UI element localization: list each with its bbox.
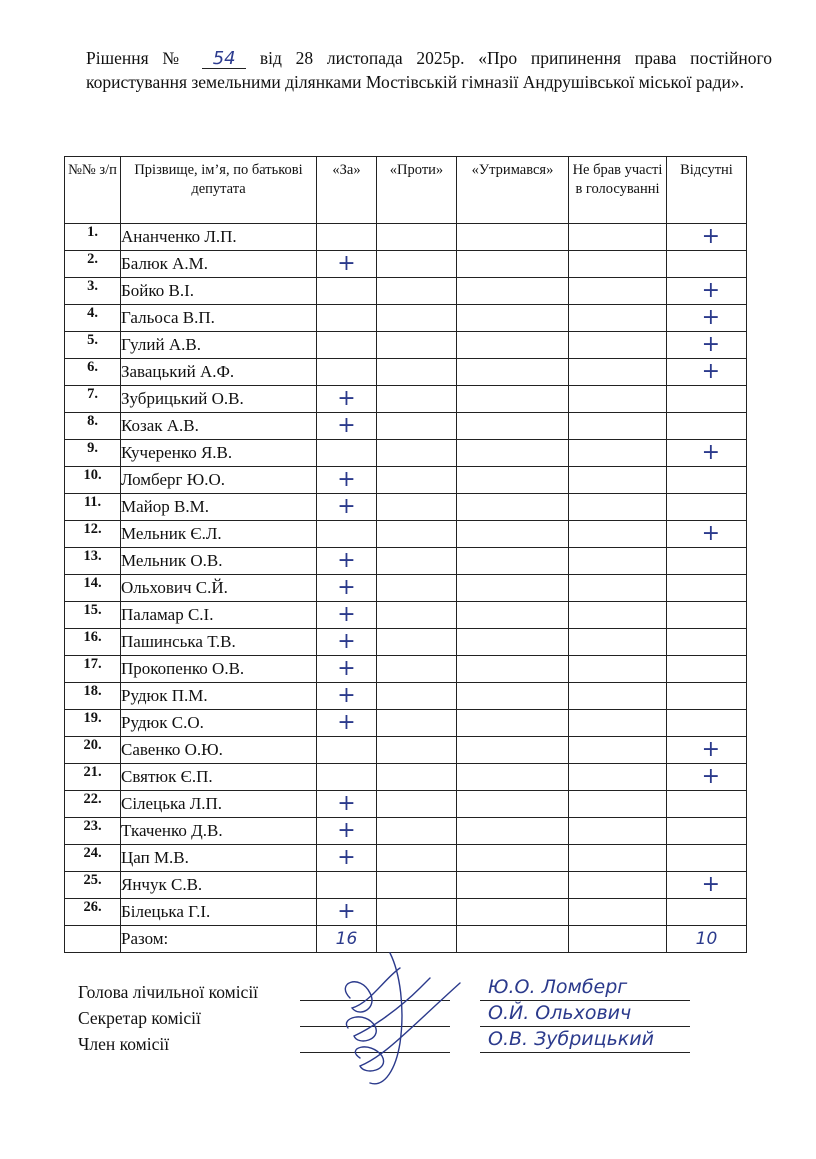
empty-cell bbox=[457, 737, 569, 764]
row-number: 13. bbox=[65, 548, 121, 575]
empty-cell bbox=[457, 575, 569, 602]
empty-cell bbox=[569, 683, 667, 710]
empty-cell bbox=[667, 818, 747, 845]
vote-mark-for: + bbox=[317, 656, 377, 683]
table-row bbox=[65, 548, 747, 575]
row-number: 26. bbox=[65, 899, 121, 926]
col-against-header: «Проти» bbox=[377, 157, 457, 224]
empty-cell bbox=[569, 845, 667, 872]
table-row bbox=[65, 602, 747, 629]
deputy-name: Мельник О.В. bbox=[121, 548, 317, 575]
empty-cell bbox=[457, 413, 569, 440]
vote-mark-absent: + bbox=[667, 872, 747, 899]
vote-mark-absent: + bbox=[667, 359, 747, 386]
row-number: 6. bbox=[65, 359, 121, 386]
table-row bbox=[65, 305, 747, 332]
empty-cell bbox=[569, 413, 667, 440]
empty-cell bbox=[317, 278, 377, 305]
row-number: 4. bbox=[65, 305, 121, 332]
signature-name: О.В. Зубрицький bbox=[488, 1028, 654, 1050]
table-row bbox=[65, 251, 747, 278]
deputy-name: Рудюк П.М. bbox=[121, 683, 317, 710]
table-row bbox=[65, 872, 747, 899]
vote-mark-for: + bbox=[317, 845, 377, 872]
empty-cell bbox=[317, 764, 377, 791]
empty-cell bbox=[457, 494, 569, 521]
table-row bbox=[65, 845, 747, 872]
table-row bbox=[65, 791, 747, 818]
vote-mark-for: + bbox=[317, 629, 377, 656]
col-for-header: «За» bbox=[317, 157, 377, 224]
empty-cell bbox=[457, 818, 569, 845]
deputy-name: Цап М.В. bbox=[121, 845, 317, 872]
table-row bbox=[65, 710, 747, 737]
empty-cell bbox=[377, 602, 457, 629]
empty-cell bbox=[377, 386, 457, 413]
empty-cell bbox=[569, 818, 667, 845]
vote-mark-for: + bbox=[317, 602, 377, 629]
empty-cell bbox=[457, 710, 569, 737]
empty-cell bbox=[569, 467, 667, 494]
decision-number: 54 bbox=[202, 50, 246, 69]
empty-cell bbox=[317, 872, 377, 899]
deputy-name: Прокопенко О.В. bbox=[121, 656, 317, 683]
vote-mark-for: + bbox=[317, 494, 377, 521]
empty-cell bbox=[569, 251, 667, 278]
empty-cell bbox=[457, 683, 569, 710]
empty-cell bbox=[457, 359, 569, 386]
empty-cell bbox=[377, 359, 457, 386]
empty-cell bbox=[569, 548, 667, 575]
empty-cell bbox=[569, 791, 667, 818]
empty-cell bbox=[667, 899, 747, 926]
empty-cell bbox=[457, 656, 569, 683]
empty-cell bbox=[377, 791, 457, 818]
empty-cell bbox=[457, 224, 569, 251]
vote-mark-absent: + bbox=[667, 737, 747, 764]
row-number: 11. bbox=[65, 494, 121, 521]
empty-cell bbox=[457, 872, 569, 899]
row-number: 21. bbox=[65, 764, 121, 791]
decision-subject: «Про припинення права постійного користування земельними ділянками Мостівській гімназії Андрушівської міської ради». bbox=[86, 48, 772, 92]
vote-mark-absent: + bbox=[667, 332, 747, 359]
empty-cell bbox=[667, 494, 747, 521]
empty-cell bbox=[457, 278, 569, 305]
signature-role: Член комісії bbox=[78, 1034, 170, 1054]
deputy-name: Гальоса В.П. bbox=[121, 305, 317, 332]
deputy-name: Ткаченко Д.В. bbox=[121, 818, 317, 845]
deputy-name: Зубрицький О.В. bbox=[121, 386, 317, 413]
empty-cell bbox=[457, 521, 569, 548]
row-number: 17. bbox=[65, 656, 121, 683]
empty-cell bbox=[569, 602, 667, 629]
empty-cell bbox=[457, 791, 569, 818]
table-row bbox=[65, 656, 747, 683]
row-number: 25. bbox=[65, 872, 121, 899]
col-absent-header: Відсутні bbox=[667, 157, 747, 224]
table-row bbox=[65, 575, 747, 602]
deputy-name: Ольхович С.Й. bbox=[121, 575, 317, 602]
empty-cell bbox=[457, 467, 569, 494]
empty-cell bbox=[569, 629, 667, 656]
empty-cell bbox=[377, 683, 457, 710]
empty-cell bbox=[667, 629, 747, 656]
empty-cell bbox=[569, 575, 667, 602]
deputy-name: Балюк А.М. bbox=[121, 251, 317, 278]
empty-cell bbox=[377, 575, 457, 602]
deputy-name: Савенко О.Ю. bbox=[121, 737, 317, 764]
empty-cell bbox=[667, 845, 747, 872]
row-number: 5. bbox=[65, 332, 121, 359]
empty-cell bbox=[377, 332, 457, 359]
empty-cell bbox=[377, 710, 457, 737]
deputy-name: Бойко В.І. bbox=[121, 278, 317, 305]
empty-cell bbox=[667, 386, 747, 413]
signature-name: Ю.О. Ломберг bbox=[488, 976, 628, 998]
empty-cell bbox=[457, 305, 569, 332]
empty-cell bbox=[377, 737, 457, 764]
empty-cell bbox=[377, 467, 457, 494]
deputy-name: Кучеренко Я.В. bbox=[121, 440, 317, 467]
empty-cell bbox=[667, 467, 747, 494]
table-row bbox=[65, 440, 747, 467]
row-number: 9. bbox=[65, 440, 121, 467]
vote-mark-absent: + bbox=[667, 278, 747, 305]
row-number: 18. bbox=[65, 683, 121, 710]
empty-cell bbox=[457, 764, 569, 791]
decision-title bbox=[86, 46, 772, 94]
row-number: 12. bbox=[65, 521, 121, 548]
table-row bbox=[65, 386, 747, 413]
empty-cell bbox=[457, 386, 569, 413]
empty-cell bbox=[569, 764, 667, 791]
empty-cell bbox=[457, 845, 569, 872]
empty-cell bbox=[317, 440, 377, 467]
table-row bbox=[65, 224, 747, 251]
row-number: 19. bbox=[65, 710, 121, 737]
empty-cell bbox=[569, 440, 667, 467]
row-number: 15. bbox=[65, 602, 121, 629]
empty-cell bbox=[667, 602, 747, 629]
empty-cell bbox=[377, 818, 457, 845]
empty-cell bbox=[667, 791, 747, 818]
row-number: 3. bbox=[65, 278, 121, 305]
deputy-name: Пашинська Т.В. bbox=[121, 629, 317, 656]
deputy-name: Янчук С.В. bbox=[121, 872, 317, 899]
decision-date: від 28 листопада 2025р. bbox=[259, 48, 465, 68]
empty-cell bbox=[569, 305, 667, 332]
empty-cell bbox=[317, 521, 377, 548]
row-number: 24. bbox=[65, 845, 121, 872]
col-not-voted-header: Не брав участі в голосуванні bbox=[569, 157, 667, 224]
name-line bbox=[480, 1052, 690, 1053]
empty-cell bbox=[377, 305, 457, 332]
col-name-header: Прізвище, ім’я, по батькові депутата bbox=[121, 157, 317, 224]
empty-cell bbox=[667, 575, 747, 602]
vote-rows bbox=[65, 224, 747, 926]
deputy-name: Мельник Є.Л. bbox=[121, 521, 317, 548]
vote-mark-for: + bbox=[317, 413, 377, 440]
empty-cell bbox=[569, 656, 667, 683]
empty-cell bbox=[457, 440, 569, 467]
table-header-row bbox=[65, 157, 747, 224]
row-number: 1. bbox=[65, 224, 121, 251]
empty-cell bbox=[377, 656, 457, 683]
table-row bbox=[65, 521, 747, 548]
table-row bbox=[65, 683, 747, 710]
deputy-name: Святюк Є.П. bbox=[121, 764, 317, 791]
empty-cell bbox=[377, 278, 457, 305]
deputy-name: Завацький А.Ф. bbox=[121, 359, 317, 386]
empty-cell bbox=[569, 386, 667, 413]
vote-mark-for: + bbox=[317, 791, 377, 818]
total-label: Разом: bbox=[121, 926, 317, 953]
empty-cell bbox=[667, 683, 747, 710]
empty-cell bbox=[317, 305, 377, 332]
row-number: 7. bbox=[65, 386, 121, 413]
row-number: 8. bbox=[65, 413, 121, 440]
empty-cell bbox=[457, 332, 569, 359]
empty-cell bbox=[377, 548, 457, 575]
empty-cell bbox=[457, 548, 569, 575]
deputy-name: Гулий А.В. bbox=[121, 332, 317, 359]
total-empty-cell bbox=[65, 926, 121, 953]
table-row bbox=[65, 494, 747, 521]
col-abstain-header: «Утримався» bbox=[457, 157, 569, 224]
vote-mark-for: + bbox=[317, 710, 377, 737]
row-number: 2. bbox=[65, 251, 121, 278]
empty-cell bbox=[569, 872, 667, 899]
handwritten-signature bbox=[330, 948, 480, 1098]
vote-mark-for: + bbox=[317, 386, 377, 413]
deputy-name: Ломберг Ю.О. bbox=[121, 467, 317, 494]
table-row bbox=[65, 629, 747, 656]
empty-cell bbox=[667, 413, 747, 440]
table-row bbox=[65, 359, 747, 386]
deputy-name: Паламар С.І. bbox=[121, 602, 317, 629]
voting-table bbox=[64, 156, 747, 953]
vote-mark-for: + bbox=[317, 683, 377, 710]
table-row bbox=[65, 737, 747, 764]
vote-mark-for: + bbox=[317, 467, 377, 494]
empty-cell bbox=[317, 359, 377, 386]
table-row bbox=[65, 332, 747, 359]
empty-cell bbox=[569, 710, 667, 737]
empty-cell bbox=[317, 737, 377, 764]
vote-mark-absent: + bbox=[667, 440, 747, 467]
empty-cell bbox=[457, 899, 569, 926]
empty-cell bbox=[667, 710, 747, 737]
table-row bbox=[65, 467, 747, 494]
empty-cell bbox=[377, 764, 457, 791]
empty-cell bbox=[377, 224, 457, 251]
empty-cell bbox=[377, 413, 457, 440]
empty-cell bbox=[569, 224, 667, 251]
empty-cell bbox=[667, 548, 747, 575]
empty-cell bbox=[569, 359, 667, 386]
signature-role: Голова лічильної комісії bbox=[78, 982, 259, 1002]
empty-cell bbox=[377, 440, 457, 467]
empty-cell bbox=[569, 494, 667, 521]
empty-cell bbox=[377, 251, 457, 278]
empty-cell bbox=[569, 521, 667, 548]
empty-cell bbox=[377, 845, 457, 872]
deputy-name: Козак А.В. bbox=[121, 413, 317, 440]
deputy-name: Майор В.М. bbox=[121, 494, 317, 521]
vote-mark-absent: + bbox=[667, 521, 747, 548]
empty-cell bbox=[457, 602, 569, 629]
row-number: 16. bbox=[65, 629, 121, 656]
row-number: 20. bbox=[65, 737, 121, 764]
vote-mark-for: + bbox=[317, 575, 377, 602]
table-row bbox=[65, 818, 747, 845]
vote-mark-absent: + bbox=[667, 224, 747, 251]
total-absent: 10 bbox=[667, 926, 747, 953]
empty-cell bbox=[377, 872, 457, 899]
table-row bbox=[65, 278, 747, 305]
signature-name: О.Й. Ольхович bbox=[488, 1002, 632, 1024]
vote-mark-for: + bbox=[317, 251, 377, 278]
vote-mark-for: + bbox=[317, 548, 377, 575]
empty-cell bbox=[377, 494, 457, 521]
empty-cell bbox=[317, 332, 377, 359]
empty-cell bbox=[457, 251, 569, 278]
empty-cell bbox=[569, 899, 667, 926]
vote-mark-absent: + bbox=[667, 305, 747, 332]
deputy-name: Рудюк С.О. bbox=[121, 710, 317, 737]
total-for: 16 bbox=[317, 926, 377, 953]
total-not-voted bbox=[569, 926, 667, 953]
empty-cell bbox=[377, 629, 457, 656]
empty-cell bbox=[667, 656, 747, 683]
deputy-name: Ананченко Л.П. bbox=[121, 224, 317, 251]
empty-cell bbox=[457, 629, 569, 656]
empty-cell bbox=[377, 899, 457, 926]
col-number-header: №№ з/п bbox=[65, 157, 121, 224]
empty-cell bbox=[569, 737, 667, 764]
row-number: 10. bbox=[65, 467, 121, 494]
empty-cell bbox=[317, 224, 377, 251]
row-number: 22. bbox=[65, 791, 121, 818]
table-row bbox=[65, 764, 747, 791]
name-line bbox=[480, 1026, 690, 1027]
table-row bbox=[65, 899, 747, 926]
deputy-name: Сілецька Л.П. bbox=[121, 791, 317, 818]
table-row bbox=[65, 413, 747, 440]
empty-cell bbox=[377, 521, 457, 548]
vote-mark-for: + bbox=[317, 818, 377, 845]
vote-mark-absent: + bbox=[667, 764, 747, 791]
empty-cell bbox=[569, 278, 667, 305]
deputy-name: Білецька Г.І. bbox=[121, 899, 317, 926]
empty-cell bbox=[667, 251, 747, 278]
decision-prefix: Рішення № bbox=[86, 48, 189, 68]
empty-cell bbox=[569, 332, 667, 359]
row-number: 14. bbox=[65, 575, 121, 602]
vote-mark-for: + bbox=[317, 899, 377, 926]
name-line bbox=[480, 1000, 690, 1001]
row-number: 23. bbox=[65, 818, 121, 845]
signature-role: Секретар комісії bbox=[78, 1008, 201, 1028]
